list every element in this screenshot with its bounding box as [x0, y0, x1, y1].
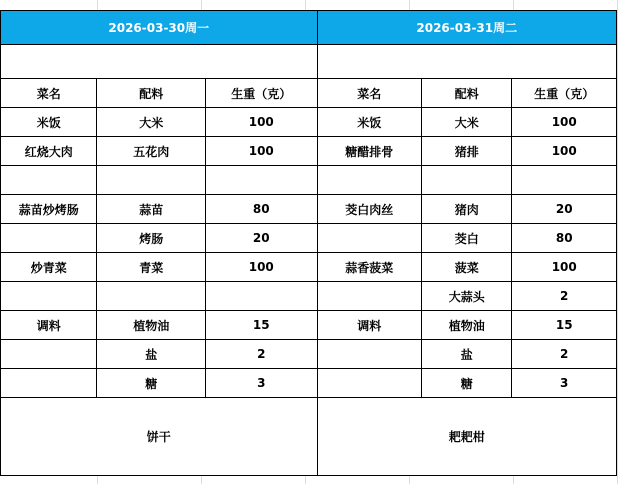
- table-cell[interactable]: [317, 369, 422, 398]
- table-cell[interactable]: 大米: [97, 108, 206, 137]
- table-cell[interactable]: 茭白: [422, 224, 512, 253]
- table-cell[interactable]: [97, 282, 206, 311]
- table-cell[interactable]: 植物油: [422, 311, 512, 340]
- table-cell[interactable]: 20: [205, 224, 317, 253]
- blank-cell[interactable]: [1, 45, 318, 79]
- col-header-ingredient[interactable]: 配料: [97, 79, 206, 108]
- table-cell[interactable]: 100: [512, 253, 617, 282]
- table-cell[interactable]: 大蒜头: [422, 282, 512, 311]
- day-header-2[interactable]: 2026-03-31周二: [317, 11, 616, 45]
- table-cell[interactable]: 菠菜: [422, 253, 512, 282]
- table-cell[interactable]: 盐: [422, 340, 512, 369]
- table-cell[interactable]: 100: [512, 108, 617, 137]
- table-cell[interactable]: [317, 224, 422, 253]
- table-cell[interactable]: [317, 340, 422, 369]
- table-cell[interactable]: 100: [205, 108, 317, 137]
- blank-cell[interactable]: [317, 45, 616, 79]
- table-cell[interactable]: 100: [205, 253, 317, 282]
- table-cell[interactable]: 糖: [422, 369, 512, 398]
- menu-table: [0, 10, 617, 476]
- table-cell[interactable]: 80: [512, 224, 617, 253]
- table-cell[interactable]: [1, 282, 97, 311]
- table-cell[interactable]: 米饭: [317, 108, 422, 137]
- table-cell[interactable]: 蒜苗炒烤肠: [1, 195, 97, 224]
- col-header-weight[interactable]: 生重（克）: [512, 79, 617, 108]
- table-cell[interactable]: 五花肉: [97, 137, 206, 166]
- table-cell[interactable]: 3: [512, 369, 617, 398]
- table-cell[interactable]: 猪排: [422, 137, 512, 166]
- table-cell[interactable]: 蒜苗: [97, 195, 206, 224]
- table-cell[interactable]: 糖醋排骨: [317, 137, 422, 166]
- table-cell[interactable]: 20: [512, 195, 617, 224]
- table-cell[interactable]: 2: [512, 282, 617, 311]
- table-cell[interactable]: [422, 166, 512, 195]
- table-cell[interactable]: [205, 282, 317, 311]
- table-cell[interactable]: 2: [512, 340, 617, 369]
- col-header-weight[interactable]: 生重（克）: [205, 79, 317, 108]
- table-cell[interactable]: 烤肠: [97, 224, 206, 253]
- table-cell[interactable]: 15: [205, 311, 317, 340]
- col-header-dish[interactable]: 菜名: [1, 79, 97, 108]
- table-cell[interactable]: 3: [205, 369, 317, 398]
- table-cell[interactable]: [317, 166, 422, 195]
- table-cell[interactable]: [317, 282, 422, 311]
- snack-cell-2[interactable]: 耙耙柑: [317, 398, 616, 476]
- snack-cell-1[interactable]: 饼干: [1, 398, 318, 476]
- table-cell[interactable]: 80: [205, 195, 317, 224]
- table-cell[interactable]: [512, 166, 617, 195]
- col-header-ingredient[interactable]: 配料: [422, 79, 512, 108]
- table-cell[interactable]: 炒青菜: [1, 253, 97, 282]
- table-cell[interactable]: [1, 224, 97, 253]
- table-cell[interactable]: 青菜: [97, 253, 206, 282]
- table-cell[interactable]: [1, 166, 97, 195]
- table-cell[interactable]: 100: [205, 137, 317, 166]
- table-cell[interactable]: 15: [512, 311, 617, 340]
- table-cell[interactable]: 大米: [422, 108, 512, 137]
- table-cell[interactable]: 蒜香菠菜: [317, 253, 422, 282]
- table-cell[interactable]: 糖: [97, 369, 206, 398]
- table-cell[interactable]: 调料: [1, 311, 97, 340]
- table-cell[interactable]: [1, 340, 97, 369]
- table-cell[interactable]: 猪肉: [422, 195, 512, 224]
- table-cell[interactable]: 米饭: [1, 108, 97, 137]
- table-cell[interactable]: 调料: [317, 311, 422, 340]
- table-cell[interactable]: 盐: [97, 340, 206, 369]
- table-cell[interactable]: 红烧大肉: [1, 137, 97, 166]
- table-cell[interactable]: [205, 166, 317, 195]
- day-header-1[interactable]: 2026-03-30周一: [1, 11, 318, 45]
- col-header-dish[interactable]: 菜名: [317, 79, 422, 108]
- table-cell[interactable]: 植物油: [97, 311, 206, 340]
- table-cell[interactable]: 100: [512, 137, 617, 166]
- table-cell[interactable]: [1, 369, 97, 398]
- table-cell[interactable]: 2: [205, 340, 317, 369]
- table-cell[interactable]: [97, 166, 206, 195]
- table-cell[interactable]: 茭白肉丝: [317, 195, 422, 224]
